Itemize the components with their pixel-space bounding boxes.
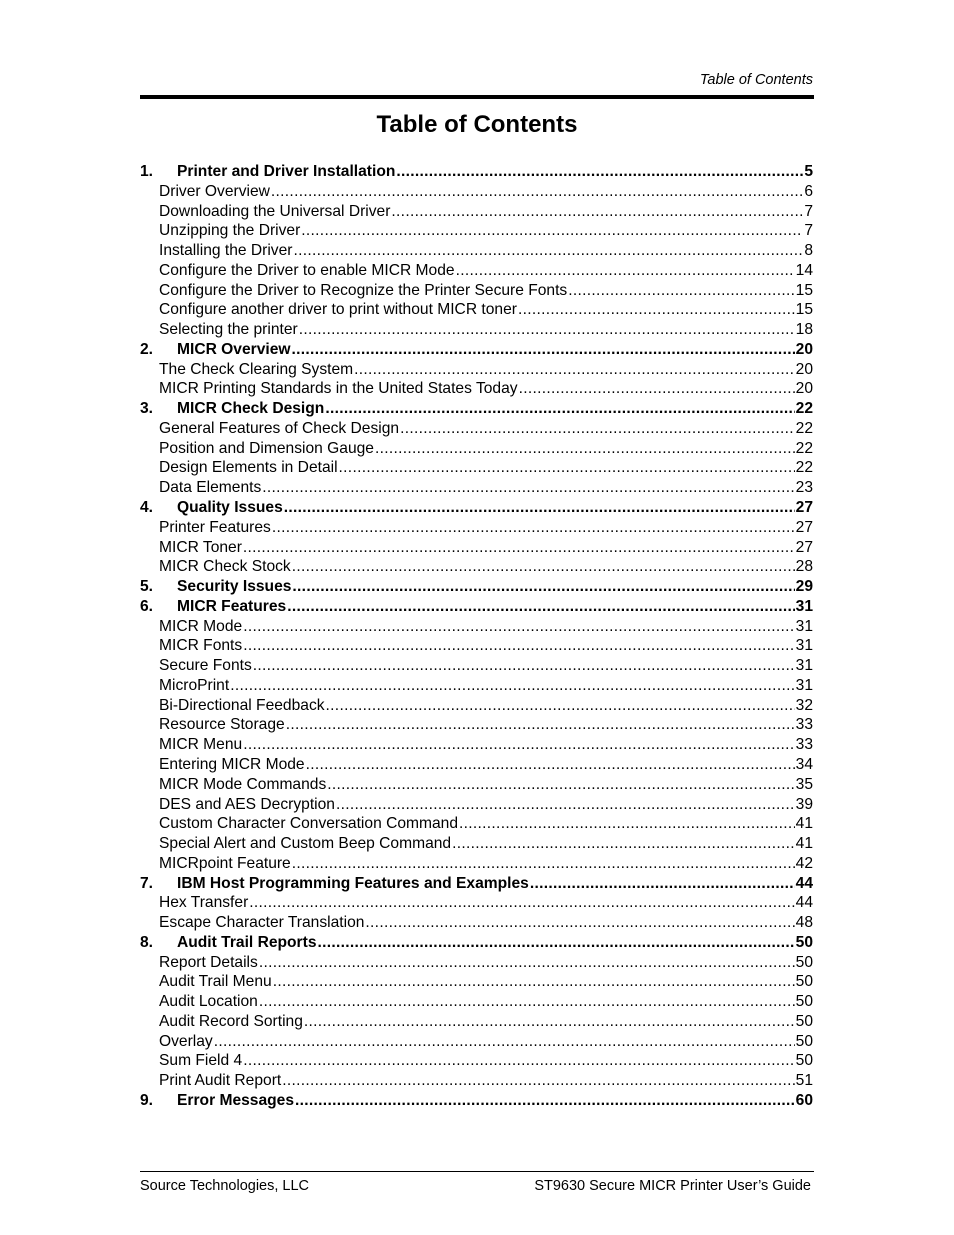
dot-leader [292, 557, 795, 577]
toc-page-number: 50 [795, 993, 813, 1011]
dot-leader [259, 953, 795, 973]
toc-entry-label: Entering MICR Mode [159, 755, 305, 773]
toc-chapter-entry[interactable] [140, 933, 813, 953]
dot-leader [518, 300, 795, 320]
toc-section-entry[interactable] [140, 617, 813, 637]
dot-leader [282, 1071, 794, 1091]
toc-section-entry[interactable] [140, 854, 813, 874]
toc-page-number: 50 [795, 1052, 813, 1070]
toc-page-number: 6 [804, 182, 813, 200]
toc-page-number: 32 [795, 696, 813, 714]
toc-chapter-entry[interactable] [140, 340, 813, 360]
toc-section-entry[interactable] [140, 458, 813, 478]
toc-chapter-number: 8. [140, 933, 154, 951]
toc-entry-label: Quality Issues [177, 499, 283, 517]
toc-page-number: 20 [795, 340, 813, 358]
dot-leader [292, 577, 794, 597]
toc-entry-label: MICR Check Stock [159, 558, 291, 576]
page-title: Table of Contents [376, 111, 578, 138]
toc-section-entry[interactable] [140, 557, 813, 577]
toc-chapter-entry[interactable] [140, 597, 813, 617]
running-header: Table of Contents [699, 72, 813, 88]
toc-section-entry[interactable] [140, 676, 813, 696]
toc-entry-label: Special Alert and Custom Beep Command [159, 835, 452, 853]
toc-chapter-entry[interactable] [140, 498, 813, 518]
footer-rule [140, 1171, 814, 1172]
dot-leader [243, 735, 794, 755]
toc-page-number: 22 [795, 419, 813, 437]
dot-leader [273, 972, 795, 992]
toc-section-entry[interactable] [140, 281, 813, 301]
dot-leader [306, 755, 795, 775]
toc-section-entry[interactable] [140, 913, 813, 933]
toc-page-number: 5 [804, 163, 813, 180]
toc-entry-label: Error Messages [177, 1091, 295, 1109]
toc-entry-label: MICR Features [177, 597, 287, 615]
toc-entry-label: Position and Dimension Gauge [159, 439, 374, 457]
toc-section-entry[interactable] [140, 755, 813, 775]
toc-section-entry[interactable] [140, 1071, 813, 1091]
toc-section-entry[interactable] [140, 715, 813, 735]
toc-section-entry[interactable] [140, 478, 813, 498]
dot-leader [287, 597, 794, 617]
toc-page-number: 35 [795, 775, 813, 793]
toc-chapter-entry[interactable] [140, 1091, 813, 1111]
toc-entry-label: MICR Check Design [177, 400, 325, 418]
toc-section-entry[interactable] [140, 893, 813, 913]
dot-leader [253, 656, 795, 676]
dot-leader [230, 676, 794, 696]
toc-chapter-number: 4. [140, 499, 154, 517]
toc-entry-label: Security Issues [177, 578, 292, 596]
toc-page-number: 7 [804, 222, 813, 240]
toc-chapter-number: 3. [140, 400, 154, 418]
toc-entry-label: MicroPrint [159, 676, 230, 694]
footer-company: Source Technologies, LLC [140, 1178, 310, 1194]
dot-leader [301, 221, 803, 241]
toc-entry-label: Sum Field 4 [159, 1052, 243, 1070]
toc-page-number: 23 [795, 479, 813, 497]
toc-section-entry[interactable] [140, 241, 813, 261]
toc-page-number: 22 [795, 439, 813, 457]
toc-entry-label: Design Elements in Detail [159, 459, 338, 477]
toc-entry-label: Audit Trail Menu [159, 973, 272, 991]
toc-entry-label: Configure the Driver to enable MICR Mode [159, 261, 455, 279]
dot-leader [339, 458, 795, 478]
toc-section-entry[interactable] [140, 439, 813, 459]
toc-section-entry[interactable] [140, 834, 813, 854]
toc-entry-label: The Check Clearing System [159, 360, 354, 378]
dot-leader [243, 617, 794, 637]
toc-chapter-entry[interactable] [140, 577, 813, 597]
toc-page-number: 7 [804, 202, 813, 220]
toc-page-number: 28 [795, 558, 813, 576]
toc-page-number: 31 [795, 676, 813, 694]
toc-entry-label: Bi-Directional Feedback [159, 696, 325, 714]
toc-page-number: 50 [795, 973, 813, 991]
toc-page-number: 60 [795, 1091, 813, 1109]
dot-leader [318, 933, 795, 953]
dot-leader [299, 320, 795, 340]
toc-page-number: 27 [795, 499, 813, 517]
toc-page-number: 39 [795, 795, 813, 813]
header-rule [140, 95, 814, 99]
toc-entry-label: Selecting the printer [159, 321, 298, 339]
toc-section-entry[interactable] [140, 360, 813, 380]
toc-entry-label: MICR Toner [159, 538, 242, 556]
toc-section-entry[interactable] [140, 814, 813, 834]
toc-chapter-number: 2. [140, 340, 154, 358]
dot-leader [243, 538, 795, 558]
dot-leader [456, 261, 795, 281]
dot-leader [243, 1051, 794, 1071]
toc-page-number: 51 [795, 1072, 813, 1090]
toc-section-entry[interactable] [140, 696, 813, 716]
dot-leader [304, 1012, 795, 1032]
toc-chapter-entry[interactable] [140, 399, 813, 419]
toc-page-number: 33 [795, 716, 813, 734]
toc-page-number: 31 [795, 617, 813, 635]
toc-page-number: 22 [795, 400, 813, 418]
toc-entry-label: Driver Overview [159, 182, 270, 200]
toc-page-number: 18 [795, 321, 813, 339]
toc-entry-label: Escape Character Translation [159, 914, 365, 932]
toc-entry-label: Custom Character Conversation Command [159, 815, 458, 833]
dot-leader [568, 281, 794, 301]
toc-section-entry[interactable] [140, 953, 813, 973]
toc-chapter-number: 7. [140, 874, 154, 892]
dot-leader [325, 399, 794, 419]
toc-page-number: 50 [795, 933, 813, 951]
toc-chapter-number: 5. [140, 578, 154, 596]
toc-entry-label: MICR Mode [159, 617, 243, 635]
toc-page-number: 27 [795, 518, 813, 536]
toc-entry-label: Overlay [159, 1032, 213, 1050]
toc-entry-label: MICRpoint Feature [159, 854, 291, 872]
toc-entry-label: Resource Storage [159, 716, 285, 734]
toc-section-entry[interactable] [140, 775, 813, 795]
dot-leader [459, 814, 795, 834]
dot-leader [327, 775, 794, 795]
toc-entry-label: Unzipping the Driver [159, 222, 301, 240]
dot-leader [295, 1091, 795, 1111]
toc-page-number: 31 [795, 637, 813, 655]
toc-page-number: 20 [795, 380, 813, 398]
toc-entry-label: Audit Trail Reports [177, 933, 317, 951]
toc-section-entry[interactable] [140, 538, 813, 558]
dot-leader [336, 795, 795, 815]
toc-page-number: 42 [795, 854, 813, 872]
dot-leader [214, 1032, 795, 1052]
dot-leader [519, 379, 795, 399]
toc-entry-label: Downloading the Universal Driver [159, 202, 391, 220]
toc-entry-label: Print Audit Report [159, 1072, 282, 1090]
toc-section-entry[interactable] [140, 221, 813, 241]
toc-page-number: 14 [795, 261, 813, 279]
toc-entry-label: Printer and Driver Installation [177, 163, 396, 180]
dot-leader [396, 162, 803, 182]
toc-page-number: 33 [795, 736, 813, 754]
table-of-contents [140, 162, 813, 1111]
toc-section-entry[interactable] [140, 1051, 813, 1071]
toc-section-entry[interactable] [140, 320, 813, 340]
dot-leader [530, 874, 795, 894]
toc-chapter-number: 6. [140, 597, 154, 615]
dot-leader [259, 992, 795, 1012]
toc-page-number: 41 [795, 815, 813, 833]
dot-leader [326, 696, 795, 716]
dot-leader [286, 715, 795, 735]
toc-entry-label: Hex Transfer [159, 894, 249, 912]
toc-section-entry[interactable] [140, 379, 813, 399]
dot-leader [292, 854, 795, 874]
toc-entry-label: MICR Fonts [159, 637, 243, 655]
dot-leader [452, 834, 795, 854]
toc-page-number: 8 [804, 242, 813, 260]
toc-page-number: 50 [795, 953, 813, 971]
toc-page-number: 44 [795, 894, 813, 912]
toc-entry-label: Audit Location [159, 993, 258, 1011]
toc-section-entry[interactable] [140, 1032, 813, 1052]
dot-leader [271, 182, 803, 202]
toc-entry-label: DES and AES Decryption [159, 795, 335, 813]
toc-entry-label: Configure the Driver to Recognize the Printer Secure Fonts [159, 281, 568, 299]
toc-chapter-entry[interactable] [140, 162, 813, 182]
toc-page-number: 22 [795, 459, 813, 477]
toc-entry-label: MICR Printing Standards in the United States Today [159, 380, 518, 398]
toc-section-entry[interactable] [140, 636, 813, 656]
toc-page-number: 31 [795, 657, 813, 675]
toc-section-entry[interactable] [140, 300, 813, 320]
toc-section-entry[interactable] [140, 1012, 813, 1032]
dot-leader [365, 913, 794, 933]
toc-page-number: 27 [795, 538, 813, 556]
toc-entry-label: Audit Record Sorting [159, 1012, 303, 1030]
toc-section-entry[interactable] [140, 795, 813, 815]
toc-section-entry[interactable] [140, 518, 813, 538]
toc-entry-label: Printer Features [159, 518, 271, 536]
toc-page-number: 50 [795, 1012, 813, 1030]
toc-entry-label: Report Details [159, 953, 258, 971]
dot-leader [272, 518, 795, 538]
toc-page-number: 15 [795, 281, 813, 299]
toc-chapter-number: 9. [140, 1091, 154, 1109]
toc-page-number: 29 [795, 578, 813, 596]
dot-leader [262, 478, 794, 498]
toc-entry-label: Secure Fonts [159, 657, 252, 675]
dot-leader [391, 202, 803, 222]
toc-entry-label: Installing the Driver [159, 242, 293, 260]
toc-entry-label: MICR Overview [177, 340, 291, 358]
toc-section-entry[interactable] [140, 972, 813, 992]
toc-section-entry[interactable] [140, 419, 813, 439]
toc-page-number: 50 [795, 1032, 813, 1050]
dot-leader [400, 419, 795, 439]
toc-page-number: 48 [795, 914, 813, 932]
dot-leader [293, 241, 803, 261]
dot-leader [375, 439, 795, 459]
toc-entry-label: General Features of Check Design [159, 419, 400, 437]
toc-section-entry[interactable] [140, 992, 813, 1012]
toc-chapter-number: 1. [140, 163, 154, 180]
toc-page-number: 41 [795, 835, 813, 853]
toc-entry-label: Data Elements [159, 479, 262, 497]
toc-page-number: 34 [795, 755, 813, 773]
dot-leader [354, 360, 795, 380]
dot-leader [243, 636, 794, 656]
toc-page-number: 44 [795, 874, 813, 892]
toc-section-entry[interactable] [140, 735, 813, 755]
toc-entry-label: MICR Menu [159, 736, 243, 754]
toc-entry-label: MICR Mode Commands [159, 775, 327, 793]
toc-section-entry[interactable] [140, 656, 813, 676]
toc-chapter-entry[interactable] [140, 874, 813, 894]
dot-leader [284, 498, 795, 518]
toc-entry-label: Configure another driver to print without MICR toner [159, 301, 517, 319]
toc-section-entry[interactable] [140, 202, 813, 222]
dot-leader [249, 893, 794, 913]
toc-page-number: 31 [795, 597, 813, 615]
toc-page-number: 20 [795, 360, 813, 378]
toc-entry-label: IBM Host Programming Features and Examples [177, 874, 529, 892]
toc-section-entry[interactable] [140, 261, 813, 281]
dot-leader [292, 340, 795, 360]
footer-guide-title: ST9630 Secure MICR Printer User’s Guide [534, 1178, 811, 1194]
toc-section-entry[interactable] [140, 182, 813, 202]
toc-page-number: 15 [795, 301, 813, 319]
